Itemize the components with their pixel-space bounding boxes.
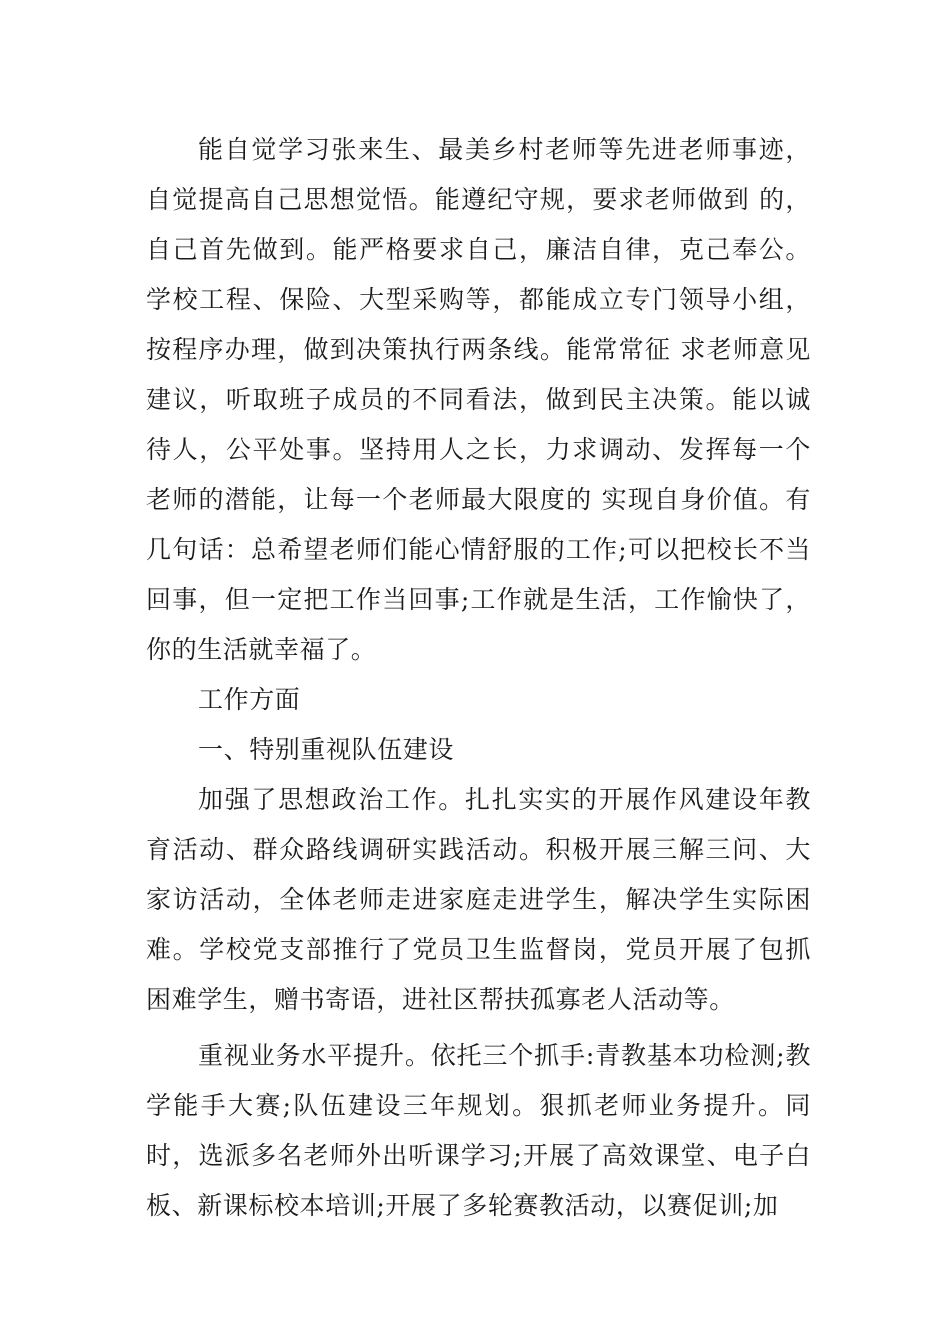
document-body: [146, 125, 811, 1231]
paragraph-political-work: 加强了思想政治工作。扎扎实实的开展作风建设年教育活动、群众路线调研实践活动。积极开展三解三问、大家访活动，全体老师走进家庭走进学生，解决学生实际困难。学校党支部推行了党员卫生监督岗，党员开展了包抓困难学生，赠书寄语，进社区帮扶孤寡老人活动等。: [146, 785, 811, 1014]
paragraph-professional-skills: 重视业务水平提升。依托三个抓手:青教基本功检测;教学能手大赛;队伍建设三年规划。狠抓老师业务提升。同时，选派多名老师外出听课学习;开展了高效课堂、电子白板、新课标校本培训;开展了多轮赛教活动，以赛促训;加: [146, 1041, 811, 1220]
section-heading-work: 工作方面: [198, 685, 301, 714]
subsection-heading-team: 一、特别重视队伍建设: [198, 735, 455, 764]
paragraph-conduct: 能自觉学习张来生、最美乡村老师等先进老师事迹，自觉提高自己思想觉悟。能遵纪守规，要求老师做到 的，自己首先做到。能严格要求自己，廉洁自律，克己奉公。学校工程、保险、大型采购等，都能成立专门领导小组，按程序办理，做到决策执行两条线。能常常征 求老师意见建议，听取班子成员的不同看法，做到民主决策。能以诚待人，公平处事。坚持用人之长，力求调动、发挥每一个老师的潜能，让每一个老师最大限度的 实现自身价值。有几句话：总希望老师们能心情舒服的工作;可以把校长不当回事，但一定把工作当回事;工作就是生活，工作愉快了，你的生活就幸福了。: [146, 135, 811, 664]
